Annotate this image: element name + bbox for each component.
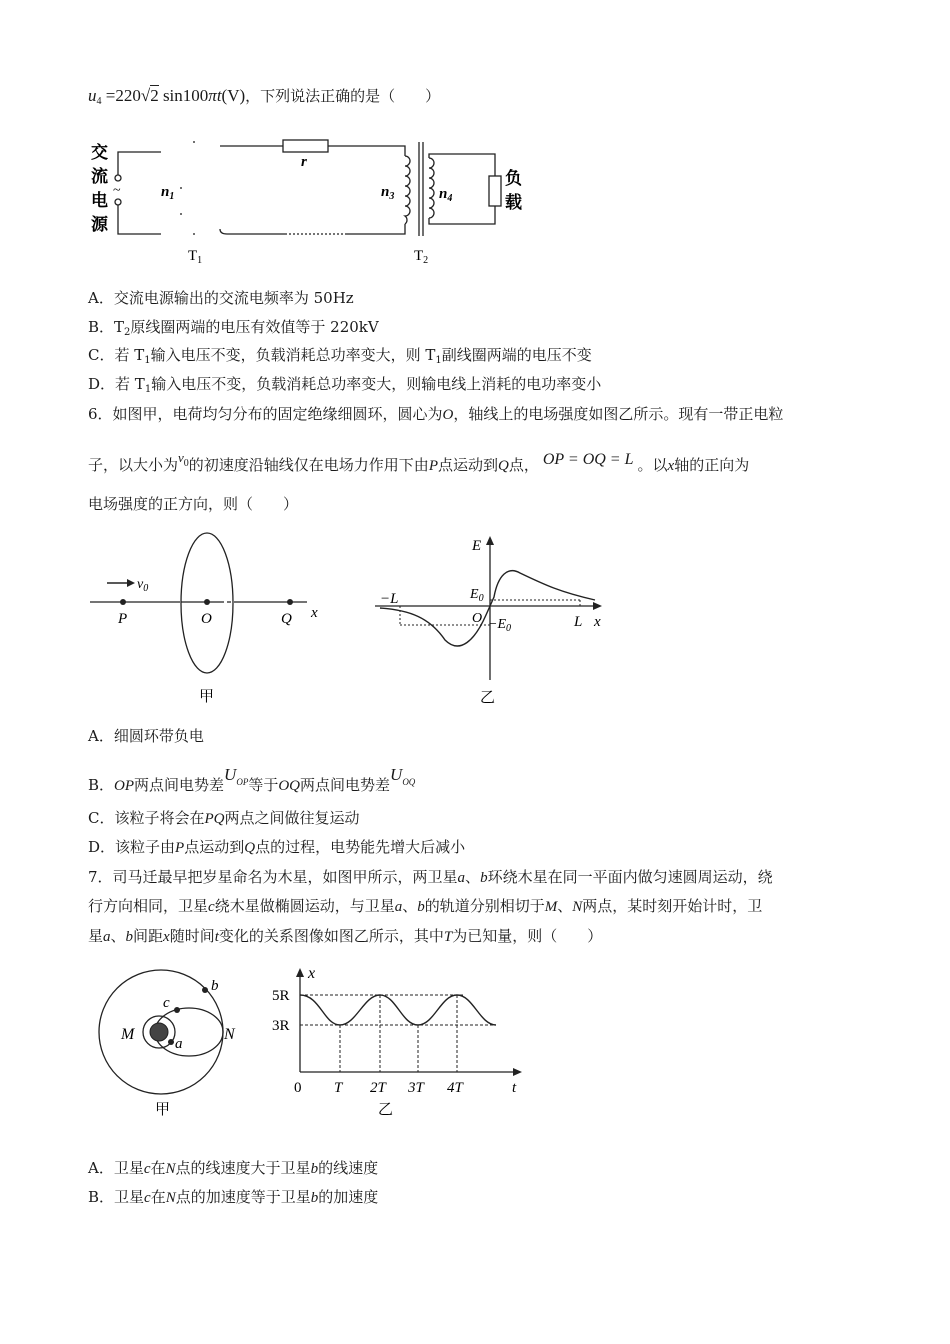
q6-option-b-var: OQ: [278, 778, 301, 794]
q7-stem-line-2: [88, 896, 762, 917]
q6-stem-text: 点，: [508, 456, 539, 474]
q7-stem-text: 两点，某时刻开始计时，卫: [582, 897, 763, 915]
label-x: x: [311, 605, 318, 621]
q6-stem-var: P: [428, 458, 438, 474]
q6-option-b-var: OP: [114, 778, 135, 794]
q7-stem-var: a: [394, 899, 403, 915]
load-wire-bottom: [429, 206, 495, 224]
t1-label: $T_1$: [188, 248, 203, 266]
q7-stem-text: 、: [557, 897, 573, 915]
q7-option-b-var: c: [144, 1190, 151, 1206]
q5-option-b-sub: 2: [124, 327, 131, 338]
e-axis-arrow-icon: [486, 536, 494, 545]
q5-option-b-pre: B．T: [88, 318, 125, 336]
label-neg-L: −L: [380, 591, 399, 607]
label-a: a: [175, 1036, 183, 1052]
satellite-c: [174, 1007, 180, 1013]
q6-option-a: A．细圆环带负电: [88, 727, 204, 745]
q7-option-a-var: b: [310, 1161, 319, 1177]
label-x: x: [308, 965, 316, 982]
q6-option-c-pre: C．该粒子将会在: [88, 809, 205, 827]
terminal-bottom: [115, 199, 121, 205]
q6-option-b-pre: B．: [88, 776, 115, 794]
source-label-2: 流: [91, 167, 108, 186]
q6-stem-text: 6．如图甲，电荷均匀分布的固定绝缘细圆环，圆心为: [88, 405, 443, 423]
q7-stem-var: c: [208, 899, 215, 915]
q6-stem-text: 的初速度沿轴线仅在电场力作用下由: [188, 456, 429, 474]
n1-label: $n_1$: [161, 184, 175, 202]
point-O: [204, 599, 210, 605]
orbit-figure: [93, 960, 253, 1120]
terminal-top: [115, 175, 121, 181]
q6-option-c-post: 两点之间做往复运动: [224, 809, 360, 827]
label-P: P: [118, 611, 128, 627]
q6-option-d-var: Q: [244, 840, 256, 856]
coil-n4: [429, 158, 434, 218]
q7-option-a-text: 在: [150, 1159, 166, 1177]
q7-stem-var: a: [457, 870, 466, 886]
q5-formula-line: [88, 86, 440, 112]
q6-stem-equation: OP = OQ = L: [542, 451, 634, 468]
q6-stem-text: 轴的正向为: [674, 456, 750, 474]
label-L: L: [574, 614, 583, 630]
label-x: x: [594, 614, 601, 630]
source-label-1: 交: [91, 143, 108, 162]
q6-stem-text: 。以: [637, 456, 668, 474]
point-P: [120, 599, 126, 605]
x-axis-arrow-icon: [296, 968, 304, 977]
q6-stem-var: O: [442, 407, 454, 423]
label-2T: 2T: [370, 1080, 386, 1096]
q5-option-c-sub: 1: [144, 355, 151, 366]
q7-option-a-text: 的线速度: [318, 1159, 379, 1177]
q5-option-c-post: 副线圈两端的电压不变: [441, 346, 592, 364]
q7-option-a-text: 点的线速度大于卫星: [175, 1159, 311, 1177]
q7-stem-text: 的轨道分别相切于: [424, 897, 545, 915]
formula-unit: (V): [221, 86, 246, 105]
ac-tilde-icon: ~: [113, 183, 121, 198]
q7-option-b-text: 在: [150, 1188, 166, 1206]
q6-stem-text: ，轴线上的电场强度如图乙所示。现有一带正电粒: [453, 405, 784, 423]
q6-stem-text: 点运动到: [437, 456, 498, 474]
q7-option-b-text: 的加速度: [318, 1188, 379, 1206]
label-neg-E0: $-E_0$: [488, 617, 511, 634]
q7-stem-var: N: [572, 899, 583, 915]
load-wire-top: [429, 154, 495, 176]
caption-jia: 甲: [155, 1102, 171, 1118]
q6-option-b-u: U: [390, 765, 403, 784]
caption-yi: 乙: [378, 1102, 394, 1118]
q7-stem-text: 绕木星做椭圆运动，与卫星: [214, 897, 395, 915]
q7-option-a-var: c: [143, 1161, 151, 1177]
q5-option-b-post: 原线圈两端的电压有效值等于 220kV: [130, 318, 379, 336]
q7-option-b-text: B．卫星: [88, 1188, 145, 1206]
q7-stem-var: b: [417, 899, 425, 915]
satellite-b: [202, 987, 208, 993]
q7-stem-text: 随时间: [169, 927, 215, 945]
q5-option-c-mid: 输入电压不变，负载消耗总功率变大，则 T: [150, 346, 436, 364]
q6-stem-line-1: [88, 404, 783, 425]
load-resistor: [489, 176, 501, 206]
caption-yi: 乙: [480, 690, 496, 706]
n3-label: $n_3$: [381, 184, 395, 202]
q5-option-c: [88, 345, 592, 371]
label-E0: $E_0$: [470, 587, 484, 604]
line-bottom-right: [345, 224, 405, 234]
q5-option-d-pre: D．若 T: [88, 375, 145, 393]
label-b: b: [211, 978, 219, 994]
q5-option-d-post: 输入电压不变，负载消耗总功率变大，则输电线上消耗的电功率变小: [151, 375, 602, 393]
q6-stem-line-2: [88, 448, 749, 476]
ring-axis-figure: [85, 525, 335, 705]
label-3R: 3R: [272, 1018, 290, 1034]
t1-mark: [180, 213, 182, 215]
distance-curve: [300, 995, 496, 1025]
transformer-circuit-figure: [85, 128, 545, 268]
coil-n3: [405, 156, 410, 224]
q6-option-b-u: U: [224, 765, 237, 784]
formula-equals: =220: [105, 86, 141, 105]
q6-option-b-text: 两点间电势差: [300, 776, 391, 794]
q7-stem-text: 为已知量，则（ ）: [452, 927, 603, 945]
label-3T: 3T: [408, 1080, 424, 1096]
q7-option-a-var: N: [165, 1161, 176, 1177]
label-origin: 0: [294, 1080, 302, 1096]
t1-mark: [193, 141, 195, 143]
q7-stem-text: 、: [465, 868, 481, 886]
distance-time-chart: [268, 960, 528, 1120]
arrow-head-icon: [127, 579, 135, 587]
load-label-2: 载: [505, 193, 522, 212]
label-c: c: [163, 995, 170, 1011]
q6-option-c-var: PQ: [204, 811, 225, 827]
q5-option-c-pre: C．若 T: [88, 346, 145, 364]
q6-option-d: [88, 837, 465, 858]
q6-option-b-u-sub: OQ: [402, 777, 416, 787]
q7-option-a: [88, 1158, 378, 1179]
q6-option-b: [88, 765, 415, 796]
q7-stem-text: 环绕木星在同一平面内做匀速圆周运动，绕: [487, 868, 773, 886]
resistor-r: [283, 140, 328, 152]
q7-stem-var: x: [163, 929, 170, 945]
source-label-3: 电: [91, 191, 108, 210]
q6-stem-var-sub: 0: [183, 458, 189, 469]
q5-option-a: A．交流电源输出的交流电频率为 50Hz: [88, 289, 354, 307]
q7-stem-text: 行方向相同，卫星: [88, 897, 209, 915]
q7-stem-var: b: [480, 870, 488, 886]
q5-stem-tail: ，下列说法正确的是（ ）: [245, 87, 441, 105]
q6-stem-var: Q: [498, 458, 509, 474]
q5-option-b: [88, 317, 379, 343]
formula-pi: π: [208, 86, 217, 105]
satellite-a: [168, 1039, 174, 1045]
q7-stem-text: 、: [402, 897, 418, 915]
t1-mark: [193, 233, 195, 235]
jupiter-icon: [150, 1023, 168, 1041]
t1-mark: [180, 187, 182, 189]
line-bottom-left: [220, 229, 285, 234]
source-label-4: 源: [91, 215, 108, 234]
t-axis-arrow-icon: [513, 1068, 522, 1076]
q6-option-d-var: P: [175, 840, 185, 856]
label-Q: Q: [281, 611, 292, 627]
q6-stem-var: x: [667, 458, 675, 474]
q7-stem-text: 变化的关系图像如图乙所示，其中: [218, 927, 444, 945]
q7-stem-var: b: [125, 929, 134, 945]
load-label-1: 负: [505, 169, 522, 188]
label-N: N: [224, 1026, 235, 1043]
formula-u-sub: 4: [96, 96, 102, 107]
primary-wire: [118, 152, 161, 175]
q7-stem-var: T: [443, 929, 453, 945]
primary-wire-bottom: [118, 205, 161, 234]
x-axis-arrow-icon: [593, 602, 602, 610]
q6-stem-var: v: [178, 450, 184, 465]
formula-sin: sin100: [162, 86, 209, 105]
q5-option-d-sub: 1: [144, 384, 152, 395]
q6-option-b-text: 两点间电势差: [134, 776, 225, 794]
label-O: O: [201, 611, 212, 627]
field-curve-chart: [370, 530, 620, 710]
q7-stem-text: 星: [88, 927, 104, 945]
resistor-label: r: [301, 154, 307, 170]
q7-stem-var: M: [544, 899, 558, 915]
label-E: E: [472, 538, 482, 554]
q7-stem-text: 7．司马迁最早把岁星命名为木星，如图甲所示，两卫星: [88, 868, 458, 886]
formula-t: t: [216, 86, 222, 105]
q7-option-b-var: N: [165, 1190, 176, 1206]
sqrt-icon: √: [140, 86, 151, 105]
q7-option-b: [88, 1187, 378, 1208]
label-M: M: [121, 1026, 135, 1043]
line-top-right: [328, 146, 405, 156]
formula-root: 2: [150, 86, 159, 105]
q7-stem-var: a: [103, 929, 111, 945]
q6-option-d-text: 点运动到: [184, 838, 245, 856]
q6-stem-line-3: 电场强度的正方向，则（ ）: [88, 495, 299, 513]
q5-option-c-sub: 1: [435, 355, 442, 366]
label-5R: 5R: [272, 988, 290, 1004]
formula-u: u: [88, 86, 97, 105]
q7-stem-line-3: [88, 926, 602, 947]
q7-option-a-text: A．卫星: [88, 1159, 144, 1177]
q6-option-d-pre: D．该粒子由: [88, 838, 176, 856]
q6-option-d-post: 点的过程，电势能先增大后减小: [255, 838, 466, 856]
q7-option-b-var: b: [310, 1190, 319, 1206]
q7-stem-text: 间距: [133, 927, 164, 945]
q6-stem-text: 子，以大小为: [88, 456, 179, 474]
label-4T: 4T: [447, 1080, 463, 1096]
q7-stem-line-1: [88, 867, 773, 888]
label-t: t: [512, 1080, 517, 1096]
q6-option-b-text: 等于: [248, 776, 279, 794]
q7-stem-var: t: [214, 929, 219, 945]
caption-jia: 甲: [199, 689, 215, 705]
q7-stem-text: 、: [110, 927, 126, 945]
q7-option-b-text: 点的加速度等于卫星: [175, 1188, 311, 1206]
label-O: O: [472, 611, 483, 626]
v0-label: $v_0$: [137, 577, 149, 594]
field-curve: [380, 571, 595, 646]
q6-option-c: [88, 808, 360, 829]
t2-label: $T_2$: [414, 248, 429, 266]
n4-label: $n_4$: [439, 186, 453, 204]
q5-option-d: [88, 374, 601, 400]
q6-option-b-u-sub: OP: [236, 777, 249, 787]
label-T: T: [334, 1080, 343, 1096]
point-Q: [287, 599, 293, 605]
